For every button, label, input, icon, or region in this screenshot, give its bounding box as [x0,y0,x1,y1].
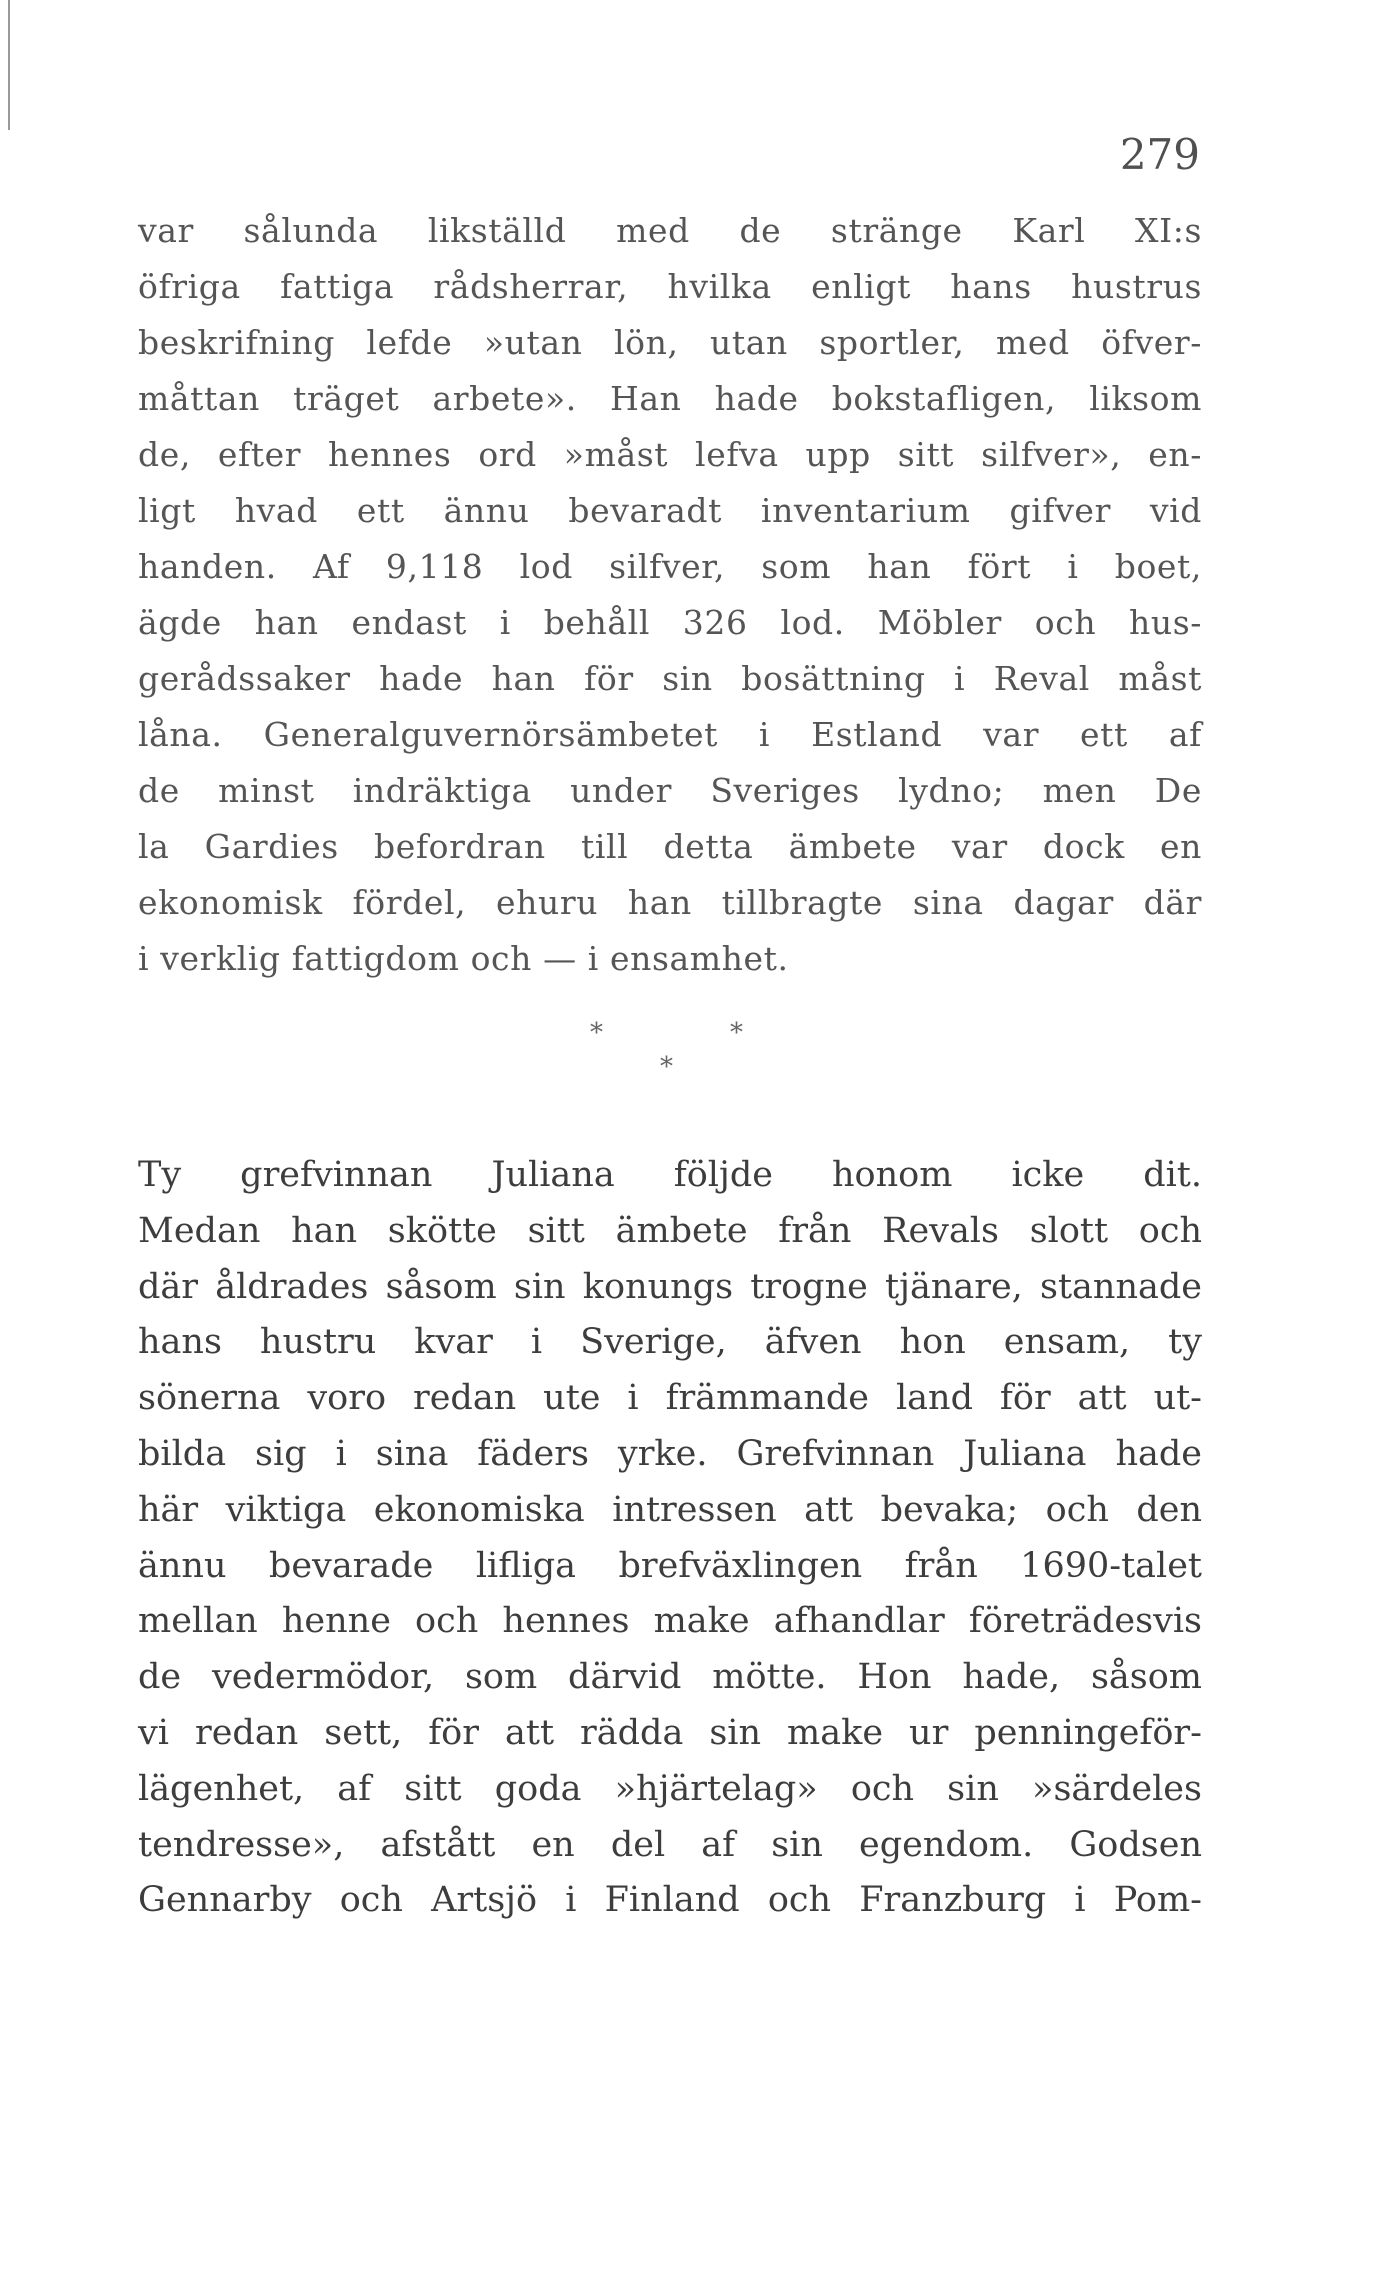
text-line: ägde han endast i behåll 326 lod. Möbler och hus- [138,603,1202,642]
text-line: Ty grefvinnan Juliana följde honom icke dit. [138,1155,1202,1195]
text-line: bilda sig i sina fäders yrke. Grefvinnan Juliana hade [138,1433,1202,1474]
text-line: beskrifning lefde »utan lön, utan sportler, med öfver- [138,323,1202,362]
text-line: gerådssaker hade han för sin bosättning i Reval måst [138,659,1202,698]
text-line: Gennarby och Artsjö i Finland och Franzburg i Pom- [138,1880,1202,1921]
text-line: handen. Af 9,118 lod silfver, som han fört i boet, [138,547,1202,586]
asterisk: * [660,1052,673,1082]
text-line-last: i verklig fattigdom och — i ensamhet. [138,939,789,978]
text-line: ännu bevarade lifliga brefväxlingen från 1690-talet [138,1545,1202,1586]
section-separator [560,1018,760,1082]
text-line: var sålunda likställd med de stränge Karl XI:s [138,211,1202,250]
paragraph-1 [138,203,1202,987]
text-line: de vedermödor, som därvid mötte. Hon hade, såsom [138,1657,1202,1698]
page-edge-line [8,0,10,130]
text-line: hans hustru kvar i Sverige, äfven hon ensam, ty [138,1322,1202,1363]
text-line: sönerna voro redan ute i främmande land för att ut- [138,1378,1202,1419]
paragraph-2 [138,1148,1202,1929]
text-line: ligt hvad ett ännu bevaradt inventarium gifver vid [138,491,1202,530]
asterisk: * [590,1018,603,1048]
page-number: 279 [1119,130,1200,179]
text-line: lägenhet, af sitt goda »hjärtelag» och sin »särdeles [138,1768,1202,1809]
asterisk: * [730,1018,743,1048]
text-line: Medan han skötte sitt ämbete från Revals slott och [138,1210,1202,1251]
text-line: måttan träget arbete». Han hade bokstafligen, liksom [138,379,1202,418]
text-line: ekonomisk fördel, ehuru han tillbragte sina dagar där [138,883,1202,922]
text-line: vi redan sett, för att rädda sin make ur penningeför- [138,1712,1202,1753]
text-line: här viktiga ekonomiska intressen att bevaka; och den [138,1489,1202,1530]
text-line: de, efter hennes ord »måst lefva upp sitt silfver», en- [138,435,1202,474]
text-line: de minst indräktiga under Sveriges lydno; men De [138,771,1202,810]
text-line: låna. Generalguvernörsämbetet i Estland var ett af [138,715,1202,754]
text-line: öfriga fattiga rådsherrar, hvilka enligt hans hustrus [138,267,1202,306]
text-line: tendresse», afstått en del af sin egendom. Godsen [138,1824,1202,1865]
text-line: där åldrades såsom sin konungs trogne tjänare, stannade [138,1266,1202,1307]
text-line: mellan henne och hennes make afhandlar företrädesvis [138,1601,1202,1642]
text-line: la Gardies befordran till detta ämbete var dock en [138,827,1202,866]
